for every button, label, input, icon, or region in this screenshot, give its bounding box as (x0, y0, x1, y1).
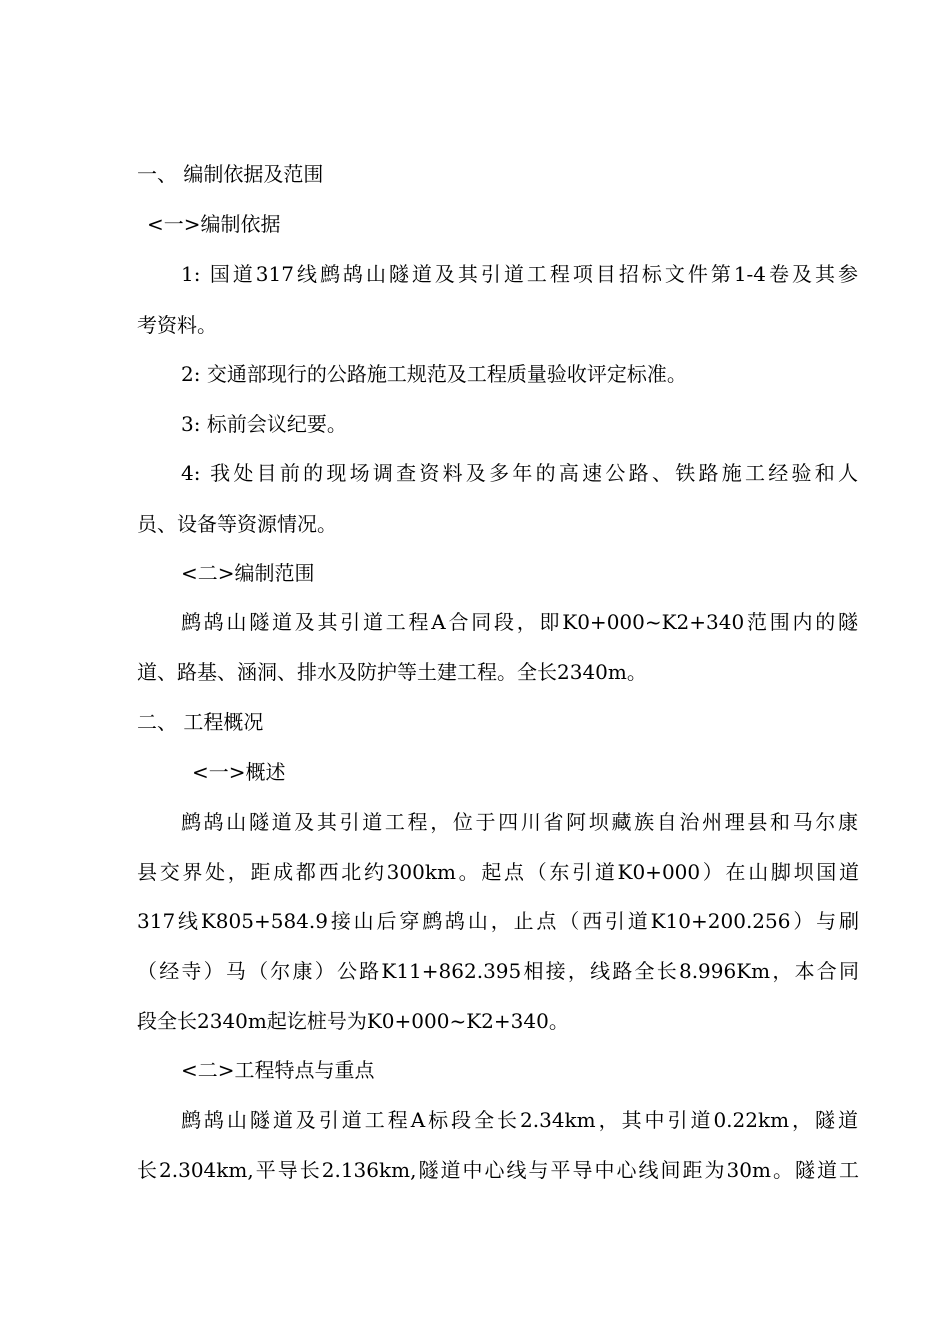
paragraph-line: 长2.304km,平导长2.136km,隧道中心线与平导中心线间距为30m。隧道工 (137, 1158, 859, 1182)
subsection-heading: <二>编制范围 (181, 561, 315, 585)
paragraph-line: 317线K805+584.9接山后穿鹧鸪山，止点（西引道K10+200.256）与刷 (137, 909, 859, 933)
paragraph-line: 鹧鸪山隧道及引道工程A标段全长2.34km，其中引道0.22km，隧道 (181, 1108, 858, 1132)
subsection-heading: <一>概述 (192, 760, 286, 784)
paragraph-line: 1: 国道317线鹧鸪山隧道及其引道工程项目招标文件第1-4卷及其参 (181, 262, 858, 286)
paragraph-line: 4: 我处目前的现场调查资料及多年的高速公路、铁路施工经验和人 (181, 461, 858, 485)
paragraph-line: 鹧鸪山隧道及其引道工程，位于四川省阿坝藏族自治州理县和马尔康 (181, 810, 858, 834)
paragraph-line: 3: 标前会议纪要。 (181, 412, 347, 436)
paragraph-line: （经寺）马（尔康）公路K11+862.395相接，线路全长8.996Km，本合同 (137, 959, 859, 983)
paragraph-line: 鹧鸪山隧道及其引道工程A合同段，即K0+000~K2+340范围内的隧 (181, 610, 858, 634)
section-heading: 二、 工程概况 (137, 710, 264, 734)
paragraph-line: 考资料。 (137, 313, 217, 337)
paragraph-line: 道、路基、涵洞、排水及防护等土建工程。全长2340m。 (137, 660, 647, 684)
paragraph-line: 2: 交通部现行的公路施工规范及工程质量验收评定标准。 (181, 362, 687, 386)
subsection-heading: <一>编制依据 (147, 212, 281, 236)
subsection-heading: <二>工程特点与重点 (181, 1058, 375, 1082)
paragraph-line: 段全长2340m起讫桩号为K0+000~K2+340。 (137, 1009, 569, 1033)
section-heading: 一、 编制依据及范围 (137, 162, 324, 186)
paragraph-line: 县交界处，距成都西北约300km。起点（东引道K0+000）在山脚坝国道 (137, 860, 859, 884)
paragraph-line: 员、设备等资源情况。 (137, 512, 337, 536)
